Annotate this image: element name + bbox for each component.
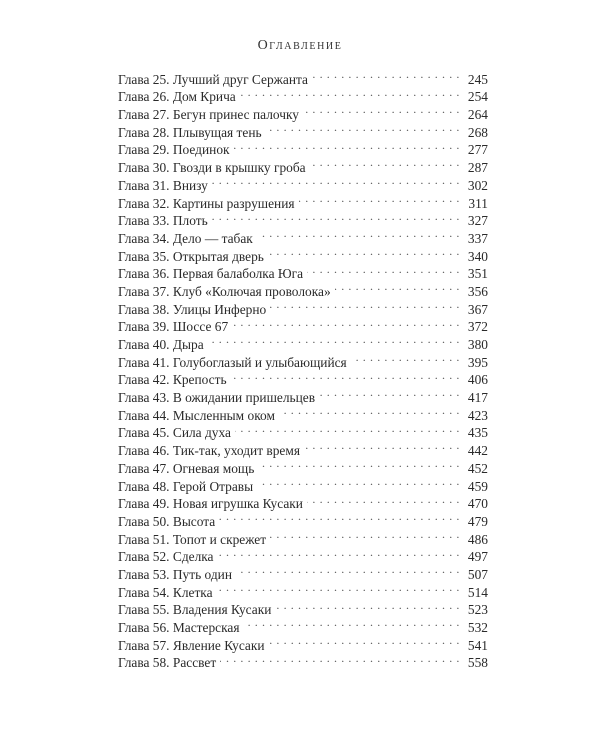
chapter-title: Глава 52. Сделка: [118, 549, 214, 565]
page-number: 497: [467, 549, 488, 565]
chapter-title: Глава 53. Путь один: [118, 566, 233, 582]
dot-leader: [258, 455, 460, 473]
chapter-title: Глава 25. Лучший друг Сержанта: [118, 71, 308, 87]
page-number: 452: [467, 460, 488, 476]
dot-leader: [335, 278, 460, 296]
chapter-title: Глава 26. Дом Крича: [118, 89, 236, 105]
chapter-title: Глава 51. Топот и скрежет: [118, 531, 267, 547]
dot-leader: [217, 579, 460, 597]
chapter-title: Глава 50. Высота: [118, 513, 216, 529]
dot-leader: [257, 225, 460, 243]
chapter-title: Глава 47. Огневая мощь: [118, 460, 255, 476]
dot-leader: [257, 473, 460, 491]
page-number: 507: [467, 566, 488, 582]
page-title: Оглавление: [257, 38, 343, 53]
dot-leader: [275, 597, 460, 615]
page-number: 459: [467, 478, 488, 494]
page-number: 435: [467, 425, 488, 441]
page-number: 302: [467, 177, 488, 193]
dot-leader: [319, 384, 460, 402]
dot-leader: [212, 208, 460, 226]
chapter-title: Глава 27. Бегун принес палочку: [118, 107, 299, 123]
chapter-title: Глава 37. Клуб «Колючая проволока»: [118, 283, 331, 299]
page-number: 327: [467, 213, 488, 229]
dot-leader: [212, 172, 460, 190]
chapter-title: Глава 36. Первая балаболка Юга: [118, 266, 304, 282]
chapter-title: Глава 57. Явление Кусаки: [118, 637, 265, 653]
chapter-title: Глава 31. Внизу: [118, 177, 208, 193]
chapter-title: Глава 41. Голубоглазый и улыбающийся: [118, 354, 347, 370]
dot-leader: [307, 491, 460, 509]
dot-leader: [312, 66, 460, 84]
dot-leader: [234, 137, 460, 155]
dot-leader: [235, 420, 460, 438]
dot-leader: [269, 632, 460, 650]
page-number: 423: [467, 407, 488, 423]
chapter-title: Глава 48. Герой Отравы: [118, 478, 254, 494]
dot-leader: [351, 349, 460, 367]
chapter-title: Глава 54. Клетка: [118, 584, 213, 600]
chapter-title: Глава 33. Плоть: [118, 213, 208, 229]
chapter-title: Глава 29. Поединок: [118, 142, 230, 158]
chapter-title: Глава 58. Рассвет: [118, 655, 217, 671]
table-of-contents: [118, 66, 488, 671]
chapter-title: Глава 38. Улицы Инферно: [118, 301, 267, 317]
page-number: 337: [467, 230, 488, 246]
page-number: 351: [467, 266, 488, 282]
page-number: 264: [467, 107, 488, 123]
chapter-title: Глава 46. Тик-так, уходит время: [118, 443, 300, 459]
page-number: 514: [467, 584, 488, 600]
dot-leader: [218, 544, 461, 562]
chapter-title: Глава 42. Крепость: [118, 372, 227, 388]
toc-entry[interactable]: [118, 66, 488, 87]
page-number: 254: [467, 89, 488, 105]
chapter-title: Глава 35. Открытая дверь: [118, 248, 264, 264]
chapter-title: Глава 40. Дыра: [118, 337, 204, 352]
dot-leader: [304, 437, 460, 455]
dot-leader: [310, 154, 460, 172]
chapter-title: Глава 55. Владения Кусаки: [118, 602, 272, 618]
chapter-title: Глава 39. Шоссе 67: [118, 319, 229, 335]
page-number: 340: [467, 248, 488, 264]
page-number: 380: [467, 337, 488, 352]
page-number: 245: [467, 71, 488, 87]
page-number: 287: [467, 160, 488, 176]
chapter-title: Глава 30. Гвозди в крышку гроба: [118, 160, 306, 176]
dot-leader: [266, 119, 460, 137]
dot-leader: [299, 190, 460, 208]
dot-leader: [279, 402, 460, 420]
chapter-title: Глава 43. В ожидании пришельцев: [118, 390, 316, 406]
dot-leader: [240, 84, 460, 102]
page-number: 523: [467, 602, 488, 618]
dot-leader: [219, 508, 460, 526]
chapter-title: Глава 32. Картины разрушения: [118, 195, 295, 211]
page-number: 268: [467, 124, 488, 140]
dot-leader: [307, 261, 460, 279]
page-number: 356: [467, 283, 488, 299]
dot-leader: [268, 243, 460, 261]
dot-leader: [270, 296, 460, 314]
page-number: 367: [467, 301, 488, 317]
dot-leader: [244, 614, 460, 632]
dot-leader: [236, 561, 460, 579]
page-number: 541: [467, 637, 488, 653]
page-number: 395: [467, 354, 488, 370]
page-number: 372: [467, 319, 488, 335]
page-number: 442: [467, 443, 488, 459]
dot-leader: [220, 650, 460, 668]
chapter-title: Глава 34. Дело — табак: [118, 230, 253, 246]
dot-leader: [208, 331, 460, 349]
page-number: 311: [468, 195, 488, 211]
page-number: 486: [467, 531, 488, 547]
page-number: 532: [467, 620, 488, 635]
dot-leader: [270, 526, 460, 544]
chapter-title: Глава 45. Сила духа: [118, 425, 231, 441]
page-number: 417: [467, 390, 488, 406]
chapter-title: Глава 28. Плывущая тень: [118, 124, 262, 140]
dot-leader: [303, 101, 460, 119]
page-number: 479: [467, 513, 488, 529]
page-number: 406: [467, 372, 488, 388]
page-number: 470: [467, 496, 488, 512]
page-number: 558: [467, 655, 488, 671]
dot-leader: [232, 314, 460, 332]
chapter-title: Глава 44. Мысленным оком: [118, 407, 275, 423]
chapter-title: Глава 49. Новая игрушка Кусаки: [118, 496, 303, 512]
dot-leader: [231, 367, 460, 385]
chapter-title: Глава 56. Мастерская: [118, 620, 240, 635]
page-number: 277: [467, 142, 488, 158]
